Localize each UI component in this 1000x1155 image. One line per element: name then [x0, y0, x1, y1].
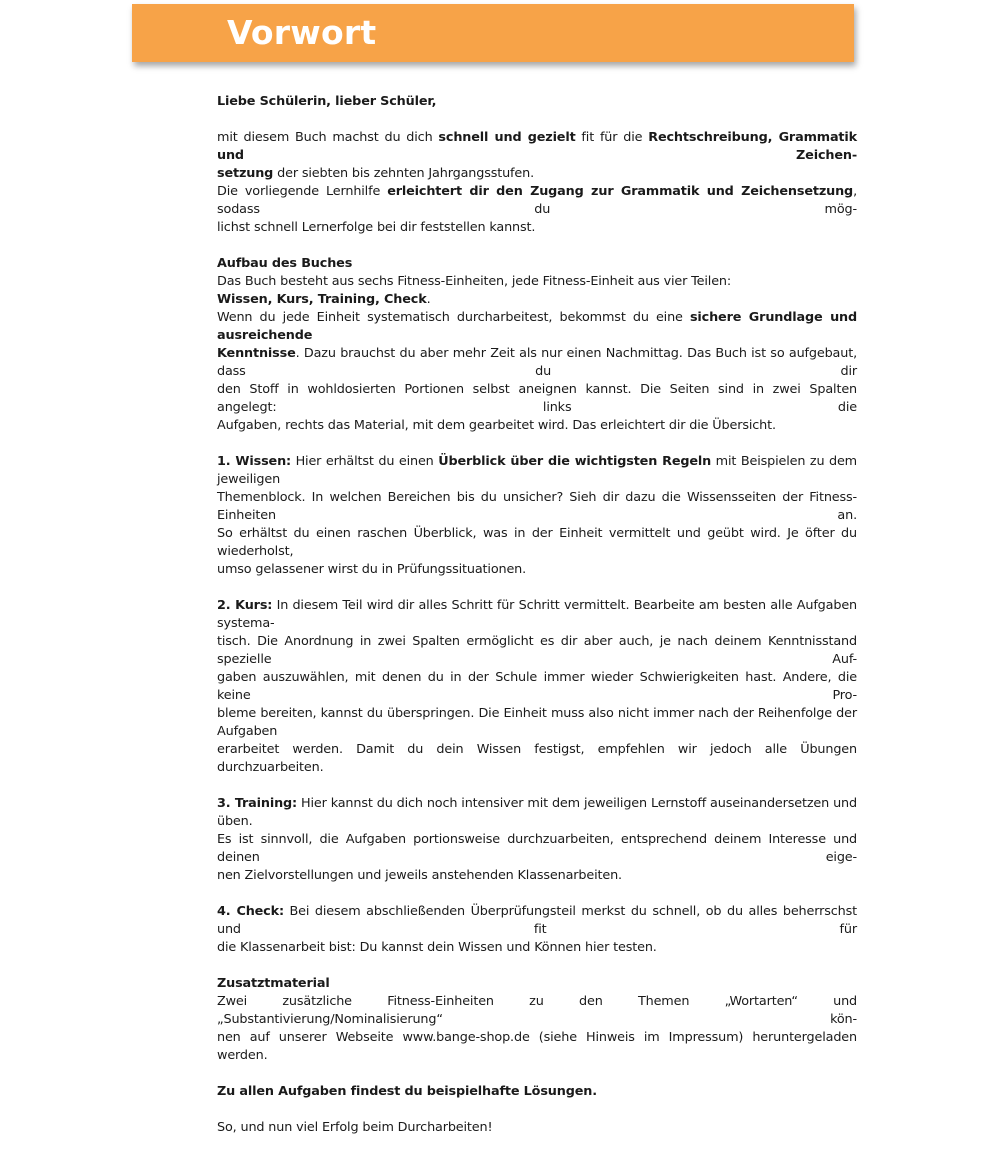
- preface-body: [217, 93, 857, 1155]
- kurs-line-1: 2. Kurs: In diesem Teil wird dir alles Schritt für Schritt vermittelt. Bearbeite am besten alle Aufgaben systema-: [217, 598, 858, 631]
- zusatz-line-1: Zwei zusätzliche Fitness-Einheiten zu den Themen „Wortarten“ und „Substantivierung/Nominalisierung“ kön-: [217, 994, 857, 1027]
- training-line-2: Es ist sinnvoll, die Aufgaben portionsweise durchzuarbeiten, entsprechend deinem Interesse und deinen eige-: [217, 832, 857, 865]
- intro-paragraph: [217, 129, 857, 237]
- zusatz-line-2: nen auf unserer Webseite www.bange-shop.de (siehe Hinweis im Impressum) heruntergeladen werden.: [217, 1030, 857, 1063]
- kurs-line-2: tisch. Die Anordnung in zwei Spalten ermöglicht es dir aber auch, je nach deinem Kenntnisstand spezielle Auf-: [217, 634, 857, 667]
- intro-line-1: mit diesem Buch machst du dich schnell und gezielt fit für die Rechtschreibung, Grammatik und Zeichen-: [217, 130, 857, 163]
- aufbau-line-6: Aufgaben, rechts das Material, mit dem gearbeitet wird. Das erleichtert dir die Übersicht.: [217, 418, 776, 433]
- loesungen-note: [217, 1083, 857, 1101]
- header-band: [132, 4, 854, 62]
- intro-line-4: lichst schnell Lernerfolge bei dir feststellen kannst.: [217, 220, 536, 235]
- wissen-section: [217, 453, 857, 579]
- intro-line-2: setzung der siebten bis zehnten Jahrgangsstufen.: [217, 166, 535, 181]
- wissen-line-3: So erhältst du einen raschen Überblick, was in der Einheit vermittelt und geübt wird. Je öfter du wiederholst,: [217, 526, 857, 559]
- kurs-line-5: erarbeitet werden. Damit du dein Wissen festigst, empfehlen wir jedoch alle Übungen durchzuarbeiten.: [217, 742, 857, 775]
- training-line-3: nen Zielvorstellungen und jeweils anstehenden Klassenarbeiten.: [217, 868, 622, 883]
- aufbau-line-4: Kenntnisse. Dazu brauchst du aber mehr Zeit als nur einen Nachmittag. Das Buch ist so aufgebaut, dass du dir: [217, 346, 857, 379]
- wissen-line-4: umso gelassener wirst du in Prüfungssituationen.: [217, 562, 527, 577]
- page-title: Vorwort: [227, 13, 377, 52]
- training-line-1: 3. Training: Hier kannst du dich noch intensiver mit dem jeweiligen Lernstoff auseinandersetzen und üben.: [217, 796, 857, 829]
- aufbau-heading: Aufbau des Buches: [217, 256, 353, 271]
- intro-line-3: Die vorliegende Lernhilfe erleichtert dir den Zugang zur Grammatik und Zeichensetzung, sodass du mög-: [217, 184, 857, 217]
- kurs-section: [217, 597, 857, 777]
- check-section: [217, 903, 857, 957]
- aufbau-line-3: Wenn du jede Einheit systematisch durcharbeitest, bekommst du eine sichere Grundlage und ausreichende: [217, 310, 857, 343]
- aufbau-section: [217, 255, 857, 435]
- zusatz-section: [217, 975, 857, 1065]
- wissen-line-2: Themenblock. In welchen Bereichen bis du unsicher? Sieh dir dazu die Wissensseiten der Fitness-Einheiten an.: [217, 490, 857, 523]
- kurs-line-4: bleme bereiten, kannst du überspringen. Die Einheit muss also nicht immer nach der Reihenfolge der Aufgaben: [217, 706, 857, 739]
- closing-text: So, und nun viel Erfolg beim Durcharbeiten!: [217, 1120, 493, 1135]
- greeting: [217, 93, 857, 111]
- check-line-1: 4. Check: Bei diesem abschließenden Überprüfungsteil merkst du schnell, ob du alles beherrschst und fit für: [217, 904, 857, 937]
- closing-line: [217, 1119, 857, 1137]
- zusatz-heading: Zusatztmaterial: [217, 976, 330, 991]
- aufbau-line-2: Wissen, Kurs, Training, Check.: [217, 292, 431, 307]
- wissen-line-1: 1. Wissen: Hier erhältst du einen Überblick über die wichtigsten Regeln mit Beispielen zu dem jeweiligen: [217, 454, 857, 487]
- loesungen-text: Zu allen Aufgaben findest du beispielhafte Lösungen.: [217, 1084, 597, 1099]
- aufbau-line-5: den Stoff in wohldosierten Portionen selbst aneignen kannst. Die Seiten sind in zwei Spalten angelegt: links die: [217, 382, 857, 415]
- check-line-2: die Klassenarbeit bist: Du kannst dein Wissen und Können hier testen.: [217, 940, 657, 955]
- kurs-line-3: gaben auszuwählen, mit denen du in der Schule immer wieder Schwierigkeiten hast. Andere, die keine Pro-: [217, 670, 857, 703]
- aufbau-line-1: Das Buch besteht aus sechs Fitness-Einheiten, jede Fitness-Einheit aus vier Teilen:: [217, 274, 732, 289]
- training-section: [217, 795, 857, 885]
- greeting-text: Liebe Schülerin, lieber Schüler,: [217, 94, 437, 109]
